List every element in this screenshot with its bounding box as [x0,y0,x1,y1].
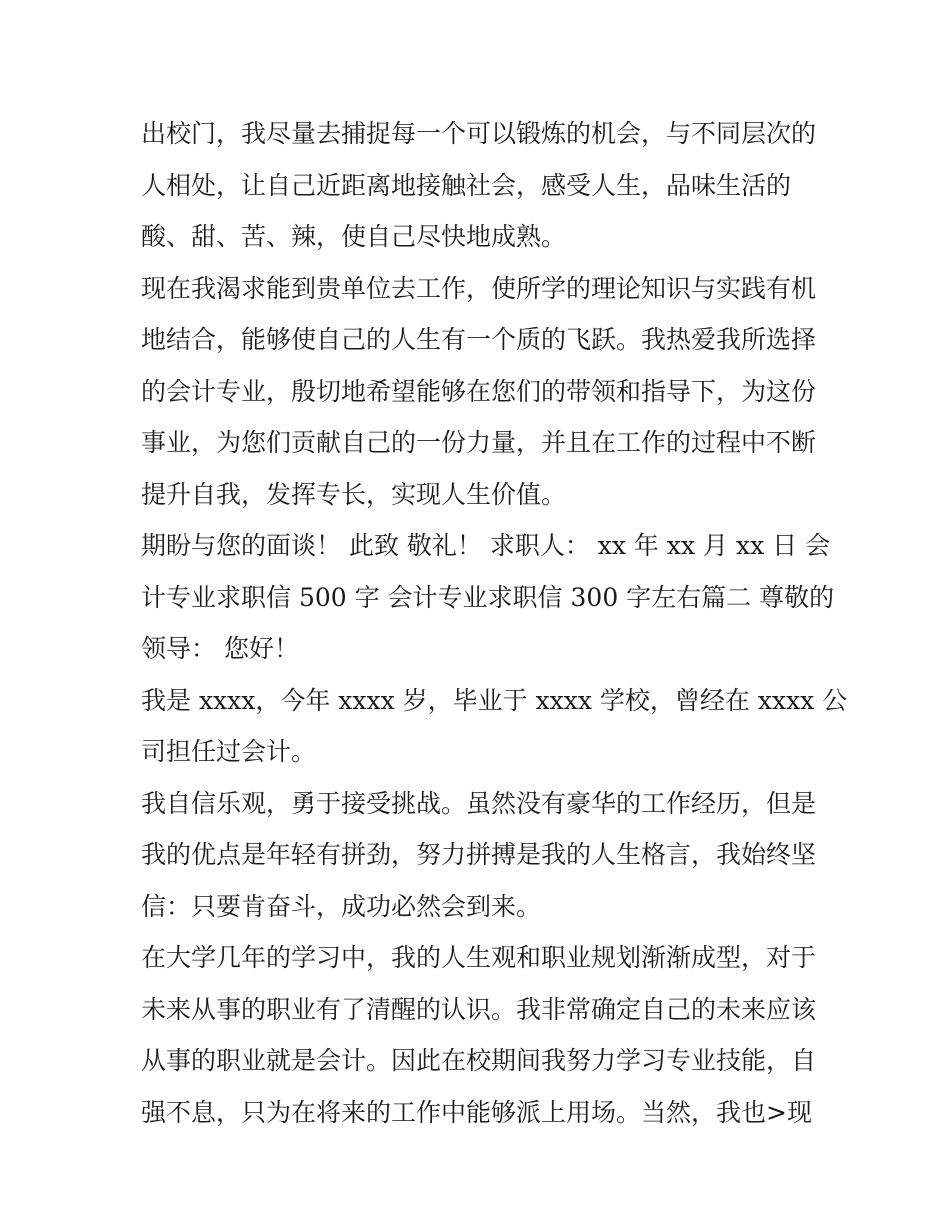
text-line: 人相处，让自己近距离地接触社会，感受人生，品味生活的 [141,170,792,200]
text-line: 期盼与您的面谈！ 此致 敬礼！ 求职人： xx 年 xx 月 xx 日 会 [141,531,831,560]
text-line: 我的优点是年轻有拼劲，努力拼搏是我的人生格言，我始终坚 [141,840,817,869]
text-line: 从事的职业就是会计。因此在校期间我努力学习专业技能，自 [141,1046,817,1075]
text-line: 现在我渴求能到贵单位去工作，使所学的理论知识与实践有机 [141,273,817,303]
text-line: 我是 xxxx，今年 xxxx 岁，毕业于 xxxx 学校，曾经在 xxxx 公 [141,685,848,715]
text-line: 我自信乐观，勇于接受挑战。虽然没有豪华的工作经历，但是 [141,788,817,818]
text-line: 地结合，能够使自己的人生有一个质的飞跃。我热爱我所选择 [141,325,817,354]
text-line: 未来从事的职业有了清醒的认识。我非常确定自己的未来应该 [141,994,817,1024]
text-line: 事业，为您们贡献自己的一份力量，并且在工作的过程中不断 [141,428,817,457]
paragraph-5 [141,778,821,933]
paragraph-2 [141,263,821,521]
text-line: 信：只要肯奋斗，成功必然会到来。 [141,891,542,921]
text-line: 在大学几年的学习中，我的人生观和职业规划渐渐成型，对于 [141,943,817,972]
text-line: 酸、甜、苦、辣，使自己尽快地成熟。 [141,222,567,251]
text-line: 司担任过会计。 [141,737,317,766]
text-line: 计专业求职信 500 字 会计专业求职信 300 字左右篇二 尊敬的 [141,582,835,612]
paragraph-6 [141,932,821,1138]
text-line: 领导： 您好！ [141,634,299,663]
text-line: 的会计专业，殷切地希望能够在您们的带领和指导下，为这份 [141,376,817,406]
document-body [141,108,848,1138]
text-line: 出校门，我尽量去捕捉每一个可以锻炼的机会，与不同层次的 [141,119,817,148]
text-line: 提升自我，发挥专长，实现人生价值。 [141,479,567,509]
paragraph-3 [141,520,835,675]
paragraph-1 [141,108,821,263]
paragraph-4 [141,675,848,778]
text-line: 强不息，只为在将来的工作中能够派上用场。当然，我也>现 [141,1097,812,1127]
